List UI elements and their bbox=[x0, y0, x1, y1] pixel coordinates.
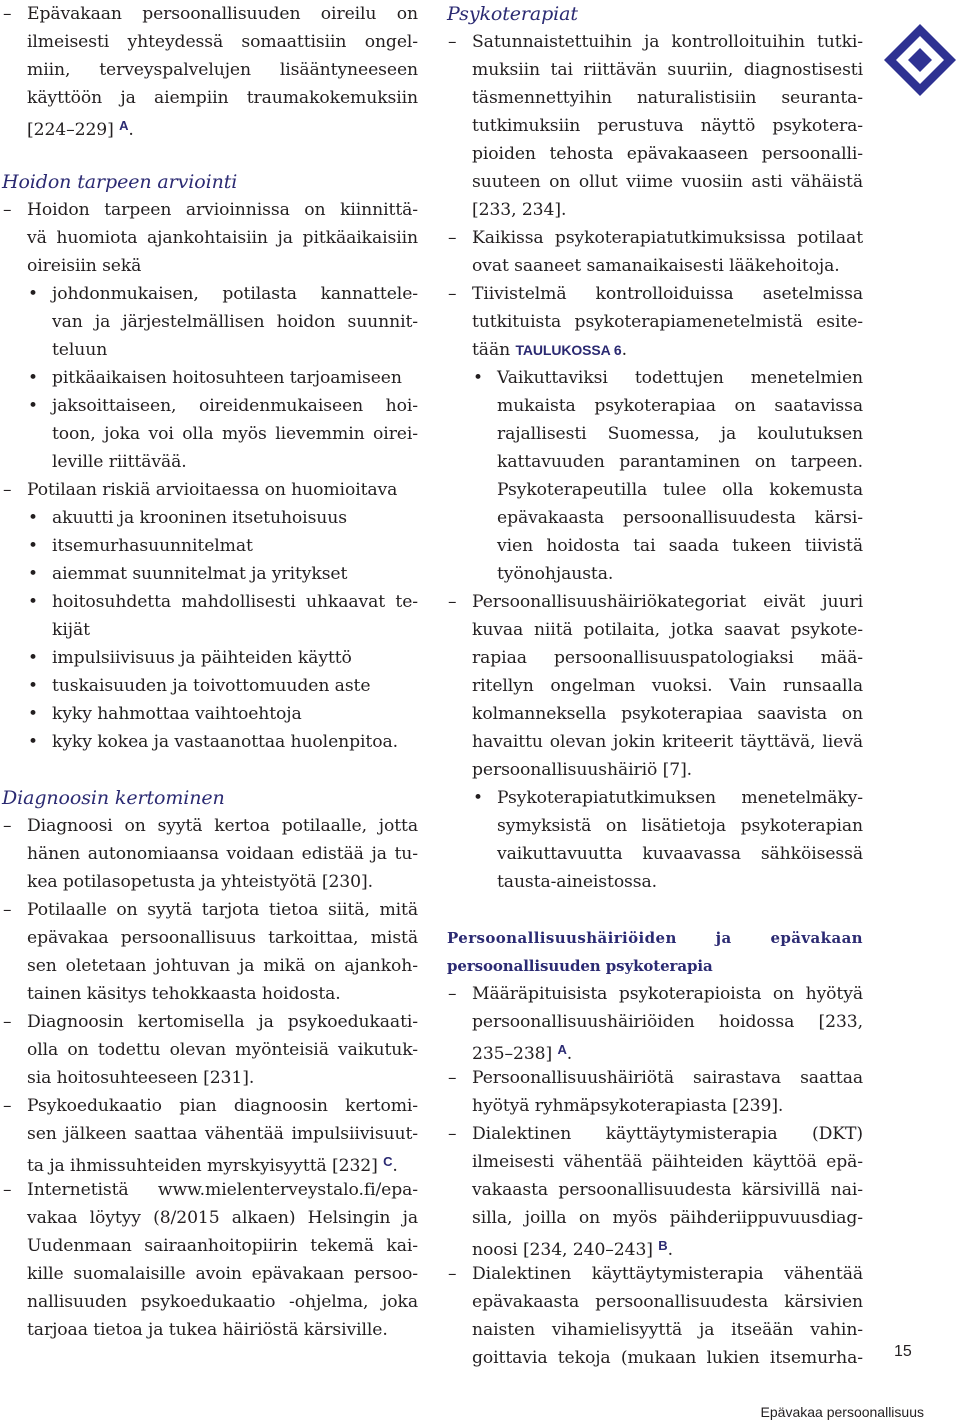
line-text: ritellyn ongelman vuoksi. Vain runsaalla bbox=[472, 676, 863, 696]
dash-marker-icon: – bbox=[448, 984, 457, 1004]
line-text: mukaista psykoterapiaa on saatavissa bbox=[497, 396, 863, 416]
text-line bbox=[0, 700, 418, 728]
text-line bbox=[0, 308, 418, 336]
bullet-marker-icon: • bbox=[28, 592, 38, 612]
text-line bbox=[445, 1036, 863, 1064]
line-text: kuvaa niitä potilaita, jotka saavat psykote- bbox=[472, 620, 863, 640]
text-line bbox=[0, 84, 418, 112]
text-line bbox=[0, 112, 418, 140]
page-number: 15 bbox=[894, 1343, 912, 1360]
line-text: käyttöön ja aiempiin traumakokemuksiin bbox=[27, 88, 418, 108]
line-text: goittavia tekoja (mukaan lukien itsemurha- bbox=[472, 1348, 863, 1368]
line-text: täsmennettyihin naturalistisiin seuranta- bbox=[472, 88, 863, 108]
line-text: suuteen on ollut viime vuosiin asti vähäistä bbox=[472, 172, 863, 192]
line-text: [233, 234]. bbox=[472, 200, 567, 220]
text-line bbox=[0, 252, 418, 280]
dash-marker-icon: – bbox=[448, 228, 457, 248]
line-text: Diagnoosin kertominen bbox=[2, 787, 225, 809]
text-line bbox=[0, 224, 418, 252]
line-text: hyötyä ryhmäpsykoterapiasta [239]. bbox=[472, 1096, 784, 1116]
footer-title: Epävakaa persoonallisuus bbox=[760, 1404, 924, 1420]
text-line bbox=[0, 1064, 418, 1092]
line-text: persoonallisuushäiriö [7]. bbox=[472, 760, 693, 780]
text-line bbox=[445, 196, 863, 224]
dash-marker-icon: – bbox=[448, 1124, 457, 1144]
text-line bbox=[0, 1120, 418, 1148]
text-line bbox=[445, 756, 863, 784]
line-text: Tiivistelmä kontrolloiduissa asetelmissa bbox=[472, 284, 863, 304]
line-text: ilmeisesti yhteydessä somaattisiin ongel- bbox=[27, 32, 418, 52]
text-line bbox=[445, 112, 863, 140]
line-text: johdonmukaisen, potilasta kannattele- bbox=[52, 284, 418, 304]
line-text: tutkimuksiin perustuva näyttö psykotera- bbox=[472, 116, 863, 136]
text-line bbox=[445, 868, 863, 896]
line-text: Hoidon tarpeen arvioinnissa on kiinnittä- bbox=[27, 200, 418, 220]
line-text: Psykoterapeutilla tulee olla kokemusta bbox=[497, 480, 863, 500]
text-line bbox=[445, 1260, 863, 1288]
text-line bbox=[0, 504, 418, 532]
dash-marker-icon: – bbox=[3, 1012, 12, 1032]
line-text: Diagnoosi on syytä kertoa potilaalle, jotta bbox=[27, 816, 418, 836]
line-text: 235–238] bbox=[472, 1044, 553, 1064]
text-line bbox=[0, 924, 418, 952]
text-line bbox=[0, 840, 418, 868]
bullet-marker-icon: • bbox=[28, 396, 38, 416]
text-line bbox=[0, 364, 418, 392]
line-text: tuskaisuuden ja toivottomuuden aste bbox=[52, 676, 371, 696]
text-line bbox=[0, 1008, 418, 1036]
text-line bbox=[0, 644, 418, 672]
line-text: [224–229] bbox=[27, 120, 114, 140]
line-suffix: . bbox=[621, 340, 627, 360]
text-line bbox=[445, 168, 863, 196]
line-text: hoitosuhdetta mahdollisesti uhkaavat te- bbox=[52, 592, 418, 612]
dash-marker-icon: – bbox=[3, 816, 12, 836]
line-text: van ja järjestelmällisen hoidon suunnit- bbox=[52, 312, 418, 332]
text-line bbox=[445, 980, 863, 1008]
line-text: silla, joilla on myös päihderiippuvuusdiag- bbox=[472, 1208, 863, 1228]
text-line bbox=[445, 140, 863, 168]
evidence-level-badge: C bbox=[383, 1154, 393, 1169]
line-text: akuutti ja krooninen itsetuhoisuus bbox=[52, 508, 347, 528]
bullet-marker-icon: • bbox=[28, 368, 38, 388]
line-text: persoonallisuushäiriöiden hoidossa [233, bbox=[472, 1012, 863, 1032]
text-line bbox=[0, 980, 418, 1008]
line-text: naisten vihamielisyyttä ja itseään vahin- bbox=[472, 1320, 863, 1340]
line-text: ta ja ihmissuhteiden myrskyisyyttä [232] bbox=[27, 1156, 378, 1176]
line-text: Vaikuttaviksi todettujen menetelmien bbox=[497, 368, 863, 388]
text-line bbox=[445, 644, 863, 672]
text-line bbox=[445, 504, 863, 532]
bullet-marker-icon: • bbox=[28, 704, 38, 724]
line-text: tään bbox=[472, 340, 511, 360]
line-text: vaikuttavuutta kuvaavassa sähköisessä bbox=[497, 844, 863, 864]
text-line bbox=[445, 1204, 863, 1232]
bullet-marker-icon: • bbox=[473, 368, 483, 388]
text-line bbox=[0, 28, 418, 56]
text-line bbox=[0, 588, 418, 616]
bullet-marker-icon: • bbox=[28, 564, 38, 584]
line-suffix: . bbox=[566, 1044, 573, 1064]
dash-marker-icon: – bbox=[3, 900, 12, 920]
line-text: miin, terveyspalvelujen lisääntyneeseen bbox=[27, 60, 418, 80]
line-text: tutkituista psykoterapiamenetelmistä esite- bbox=[472, 312, 863, 332]
line-text: Psykoterapiatutkimuksen menetelmäky- bbox=[497, 788, 863, 808]
line-text: symyksistä on lisätietoja psykoterapian bbox=[497, 816, 863, 836]
line-text: epävakaa persoonallisuus tarkoittaa, mistä bbox=[27, 928, 418, 948]
text-line bbox=[445, 224, 863, 252]
bullet-marker-icon: • bbox=[28, 676, 38, 696]
dash-marker-icon: – bbox=[448, 32, 457, 52]
evidence-level-badge: A bbox=[119, 118, 129, 133]
line-text: Persoonallisuushäiriöiden ja epävakaan bbox=[447, 929, 863, 947]
section-heading bbox=[0, 168, 418, 196]
line-text: sia hoitosuhteeseen [231]. bbox=[27, 1068, 255, 1088]
line-text: hänen autonomiaansa voidaan edistää ja tu- bbox=[27, 844, 418, 864]
text-line bbox=[445, 252, 863, 280]
dash-marker-icon: – bbox=[448, 284, 457, 304]
line-text: epävakaasta persoonallisuudesta kärsivien bbox=[472, 1292, 863, 1312]
bullet-marker-icon: • bbox=[473, 788, 483, 808]
line-text: ilmeisesti vähentää päihteiden käyttöä epä- bbox=[472, 1152, 863, 1172]
text-line bbox=[0, 1092, 418, 1120]
text-line bbox=[0, 1260, 418, 1288]
text-line bbox=[445, 364, 863, 392]
text-line bbox=[0, 616, 418, 644]
line-text: kolmanneksella psykoterapiaa saavista on bbox=[472, 704, 863, 724]
section-heading bbox=[0, 784, 418, 812]
line-text: kea potilasopetusta ja yhteistyötä [230]. bbox=[27, 872, 373, 892]
text-line bbox=[0, 1204, 418, 1232]
text-line bbox=[445, 420, 863, 448]
subsection-heading bbox=[445, 924, 863, 952]
text-line bbox=[0, 1176, 418, 1204]
line-text: impulsiivisuus ja päihteiden käyttö bbox=[52, 648, 352, 668]
text-line bbox=[445, 1288, 863, 1316]
line-text: olla on todettu olevan myönteisiä vaikutuk- bbox=[27, 1040, 418, 1060]
text-line bbox=[445, 1120, 863, 1148]
diamond-logo-icon bbox=[880, 20, 960, 100]
line-text: tarjoaa tietoa ja tukea häiriöstä kärsiville. bbox=[27, 1320, 388, 1340]
text-line bbox=[0, 196, 418, 224]
text-line bbox=[0, 336, 418, 364]
line-text: rapiaa persoonallisuuspatologiaksi mää- bbox=[472, 648, 863, 668]
bullet-marker-icon: • bbox=[28, 284, 38, 304]
text-line bbox=[445, 812, 863, 840]
dash-marker-icon: – bbox=[448, 1264, 457, 1284]
evidence-level-badge: B bbox=[658, 1238, 668, 1253]
line-text: Persoonallisuushäiriökategoriat eivät juuri bbox=[472, 592, 863, 612]
text-line bbox=[0, 420, 418, 448]
dash-marker-icon: – bbox=[3, 1096, 12, 1116]
line-text: teluun bbox=[52, 340, 108, 360]
text-line bbox=[445, 1148, 863, 1176]
line-text: oireisiin sekä bbox=[27, 256, 142, 276]
text-line bbox=[445, 1344, 863, 1372]
line-text: nallisuuden psykoedukaatio -ohjelma, joka bbox=[27, 1292, 418, 1312]
text-line bbox=[0, 448, 418, 476]
text-line bbox=[445, 560, 863, 588]
line-text: rajallisesti Suomessa, ja koulutuksen bbox=[497, 424, 863, 444]
line-text: Psykoterapiat bbox=[447, 3, 578, 25]
line-text: Dialektinen käyttäytymisterapia vähentää bbox=[472, 1264, 863, 1284]
line-text: vien hoidosta tai saada tukeen tiivistä bbox=[497, 536, 863, 556]
line-text: sen oletetaan johtuvan ja mikä on ajankoh- bbox=[27, 956, 418, 976]
text-line bbox=[445, 532, 863, 560]
text-line bbox=[445, 336, 863, 364]
line-text: Dialektinen käyttäytymisterapia (DKT) bbox=[472, 1124, 863, 1144]
text-line bbox=[445, 728, 863, 756]
text-line bbox=[445, 1064, 863, 1092]
text-line bbox=[0, 0, 418, 28]
text-line bbox=[445, 476, 863, 504]
text-line bbox=[445, 84, 863, 112]
line-text: sen jälkeen saattaa vähentää impulsiivisuut- bbox=[27, 1124, 418, 1144]
line-text: Potilaan riskiä arvioitaessa on huomioitava bbox=[27, 480, 398, 500]
line-text: pioiden tehosta epävakaaseen persoonalli- bbox=[472, 144, 863, 164]
text-line bbox=[445, 56, 863, 84]
line-text: Internetistä www.mielenterveystalo.fi/epa- bbox=[27, 1180, 418, 1200]
text-line bbox=[445, 672, 863, 700]
line-text: kattavuuden parantaminen on tarpeen. bbox=[497, 452, 863, 472]
evidence-level-badge: A bbox=[557, 1042, 567, 1057]
line-text: vä huomiota ajankohtaisiin ja pitkäaikaisiin bbox=[27, 228, 418, 248]
subsection-heading-cont bbox=[445, 952, 863, 980]
text-line bbox=[0, 728, 418, 756]
text-line bbox=[0, 812, 418, 840]
text-line bbox=[445, 616, 863, 644]
line-text: leville riittävää. bbox=[52, 452, 187, 472]
dash-marker-icon: – bbox=[3, 480, 12, 500]
line-text: itsemurhasuunnitelmat bbox=[52, 536, 253, 556]
text-line bbox=[445, 280, 863, 308]
line-text: noosi [234, 240–243] bbox=[472, 1240, 653, 1260]
line-text: kijät bbox=[52, 620, 90, 640]
text-line bbox=[445, 1316, 863, 1344]
text-line bbox=[445, 840, 863, 868]
text-line bbox=[0, 952, 418, 980]
text-line bbox=[445, 588, 863, 616]
line-text: Määräpituisista psykoterapioista on hyötyä bbox=[472, 984, 863, 1004]
blank-line bbox=[445, 896, 863, 924]
text-line bbox=[0, 280, 418, 308]
dash-marker-icon: – bbox=[3, 1180, 12, 1200]
dash-marker-icon: – bbox=[448, 592, 457, 612]
line-suffix: . bbox=[667, 1240, 673, 1260]
line-text: Uudenmaan sairaanhoitopiirin tekemä kai- bbox=[27, 1236, 418, 1256]
bullet-marker-icon: • bbox=[28, 536, 38, 556]
line-text: Persoonallisuushäiriötä sairastava saattaa bbox=[472, 1068, 863, 1088]
text-line bbox=[0, 392, 418, 420]
line-text: vakaasta persoonallisuudesta kärsivillä nai- bbox=[472, 1180, 863, 1200]
text-line bbox=[445, 28, 863, 56]
bullet-marker-icon: • bbox=[28, 732, 38, 752]
line-text: toon, joka voi olla myös lievemmin oirei- bbox=[52, 424, 418, 444]
line-text: ovat saaneet samanaikaisesti lääkehoitoja. bbox=[472, 256, 840, 276]
line-text: Potilaalle on syytä tarjota tietoa siitä, mitä bbox=[27, 900, 418, 920]
bullet-marker-icon: • bbox=[28, 648, 38, 668]
line-text: tausta-aineistossa. bbox=[497, 872, 658, 892]
line-text: pitkäaikaisen hoitosuhteen tarjoamiseen bbox=[52, 368, 402, 388]
line-text: muksiin tai riittävän suuriin, diagnostisesti bbox=[472, 60, 863, 80]
line-text: jaksoittaiseen, oireidenmukaiseen hoi- bbox=[52, 396, 418, 416]
text-line bbox=[445, 308, 863, 336]
dash-marker-icon: – bbox=[3, 200, 12, 220]
text-line bbox=[445, 784, 863, 812]
line-text: Kaikissa psykoterapiatutkimuksissa potilaat bbox=[472, 228, 863, 248]
text-line bbox=[445, 1176, 863, 1204]
line-text: kyky kokea ja vastaanottaa huolenpitoa. bbox=[52, 732, 398, 752]
text-line bbox=[445, 1092, 863, 1120]
line-text: Hoidon tarpeen arviointi bbox=[2, 171, 238, 193]
bullet-marker-icon: • bbox=[28, 508, 38, 528]
line-text: havaittu olevan jokin kriteerit täyttävä, lievä bbox=[472, 732, 863, 752]
line-text: Psykoedukaatio pian diagnoosin kertomi- bbox=[27, 1096, 418, 1116]
blank-line bbox=[0, 756, 418, 784]
text-line bbox=[445, 448, 863, 476]
text-line bbox=[0, 1288, 418, 1316]
text-line bbox=[445, 1008, 863, 1036]
text-line bbox=[0, 1316, 418, 1344]
line-text: persoonallisuuden psykoterapia bbox=[447, 957, 713, 975]
line-suffix: . bbox=[392, 1156, 398, 1176]
text-line bbox=[445, 1232, 863, 1260]
line-text: kille suomalaisille avoin epävakaan persoo- bbox=[27, 1264, 418, 1284]
table-reference-link[interactable]: TAULUKOSSA 6 bbox=[515, 342, 622, 358]
line-text: aiemmat suunnitelmat ja yritykset bbox=[52, 564, 348, 584]
line-text: Satunnaistettuihin ja kontrolloituihin tutki- bbox=[472, 32, 863, 52]
text-line bbox=[0, 1148, 418, 1176]
line-text: epävakaasta persoonallisuudesta kärsi- bbox=[497, 508, 863, 528]
blank-line bbox=[0, 140, 418, 168]
line-text: vakaa löytyy (8/2015 alkaen) Helsingin ja bbox=[27, 1208, 418, 1228]
text-line bbox=[0, 1232, 418, 1260]
text-line bbox=[0, 560, 418, 588]
text-line bbox=[0, 896, 418, 924]
dash-marker-icon: – bbox=[448, 1068, 457, 1088]
line-text: tainen käsitys tehokkaasta hoidosta. bbox=[27, 984, 341, 1004]
section-heading bbox=[445, 0, 863, 28]
line-text: työnohjausta. bbox=[497, 564, 614, 584]
text-line bbox=[0, 532, 418, 560]
line-text: kyky hahmottaa vaihtoehtoja bbox=[52, 704, 302, 724]
line-text: Diagnoosin kertomisella ja psykoedukaati- bbox=[27, 1012, 418, 1032]
line-text: Epävakaan persoonallisuuden oireilu on bbox=[27, 4, 418, 24]
text-line bbox=[445, 700, 863, 728]
dash-marker-icon: – bbox=[3, 4, 12, 24]
text-line bbox=[0, 868, 418, 896]
text-line bbox=[0, 672, 418, 700]
line-suffix: . bbox=[128, 120, 134, 140]
text-line bbox=[445, 392, 863, 420]
text-line bbox=[0, 1036, 418, 1064]
text-line bbox=[0, 476, 418, 504]
text-line bbox=[0, 56, 418, 84]
